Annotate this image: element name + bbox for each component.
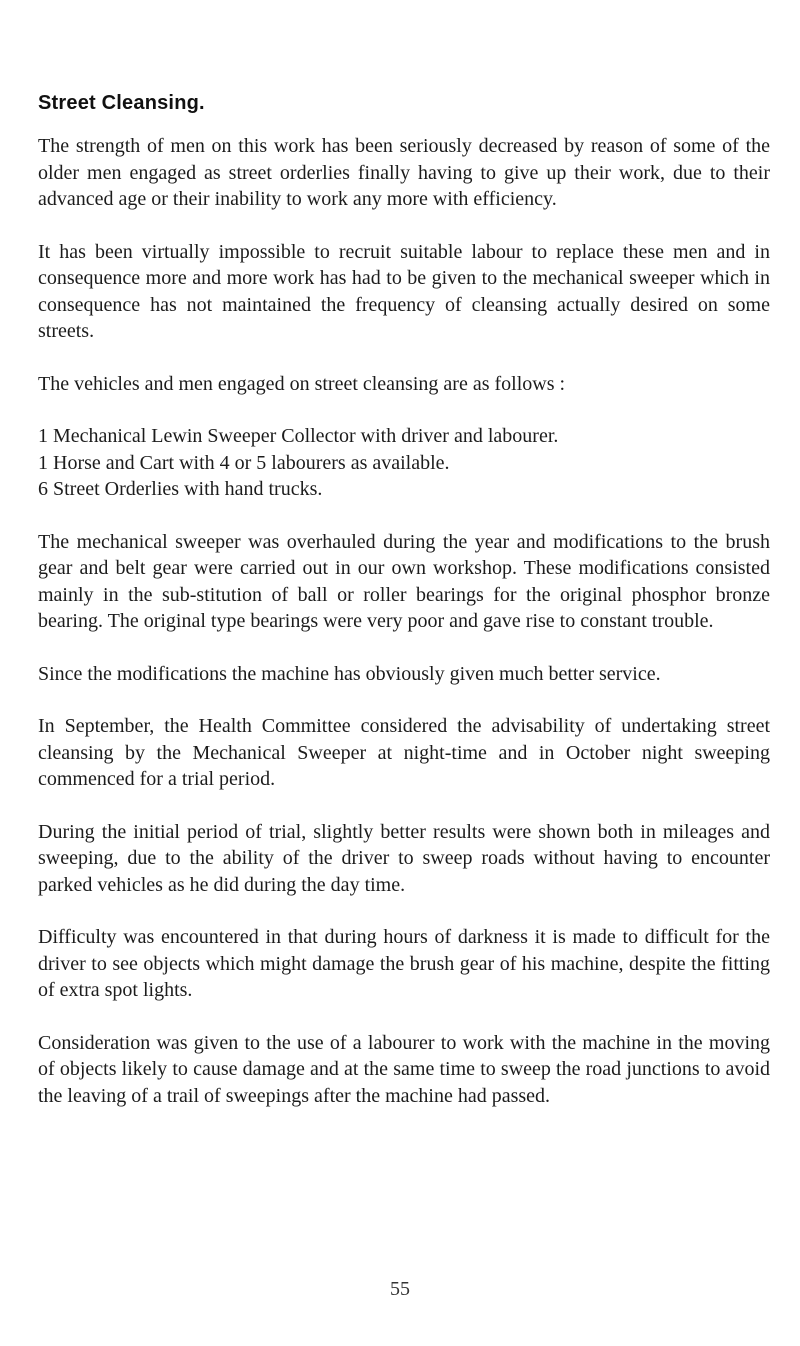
list-item: 1 Horse and Cart with 4 or 5 labourers as available. (38, 451, 450, 474)
paragraph: The mechanical sweeper was overhauled during the year and modifications to the brush gear and belt gear were carried out in our own workshop. These modifications consisted mainly in the sub-stitution of ball or roller bearings for the original phosphor bronze bearing. The original type bearings were very poor and gave rise to constant trouble. (38, 530, 770, 632)
section-heading: Street Cleansing. (38, 92, 205, 114)
list-item: 6 Street Orderlies with hand trucks. (38, 478, 323, 500)
page-number: 55 (390, 1278, 410, 1300)
paragraph: The strength of men on this work has been seriously decreased by reason of some of the older men engaged as street orderlies finally having to give up their work, due to their advanced age or their inability to work any more with efficiency. (38, 135, 770, 210)
document-body (38, 133, 770, 1135)
paragraph: In September, the Health Committee considered the advisability of undertaking street cleansing by the Mechanical Sweeper at night-time and in October night sweeping commenced for a trial period. (38, 715, 770, 790)
paragraph: Consideration was given to the use of a labourer to work with the machine in the moving of objects likely to cause damage and at the same time to sweep the road junctions to avoid the leaving of a trail of sweepings after the machine had passed. (38, 1031, 770, 1107)
list-item: 1 Mechanical Lewin Sweeper Collector with driver and labourer. (38, 425, 559, 447)
paragraph: During the initial period of trial, slightly better results were shown both in mileages and sweeping, due to the ability of the driver to sweep roads without having to encounter parked vehicles as he did during the day time. (38, 820, 770, 896)
vehicle-list (38, 423, 770, 503)
paragraph: The vehicles and men engaged on street cleansing are as follows : (38, 372, 566, 395)
paragraph: It has been virtually impossible to recruit suitable labour to replace these men and in consequence more and more work has had to be given to the mechanical sweeper which in consequence has not maintained the frequency of cleansing actually desired on some streets. (38, 240, 770, 342)
paragraph: Since the modifications the machine has obviously given much better service. (38, 662, 661, 685)
paragraph: Difficulty was encountered in that during hours of darkness it is made to difficult for the driver to see objects which might damage the brush gear of his machine, despite the fitting of extra spot lights. (38, 926, 770, 1001)
